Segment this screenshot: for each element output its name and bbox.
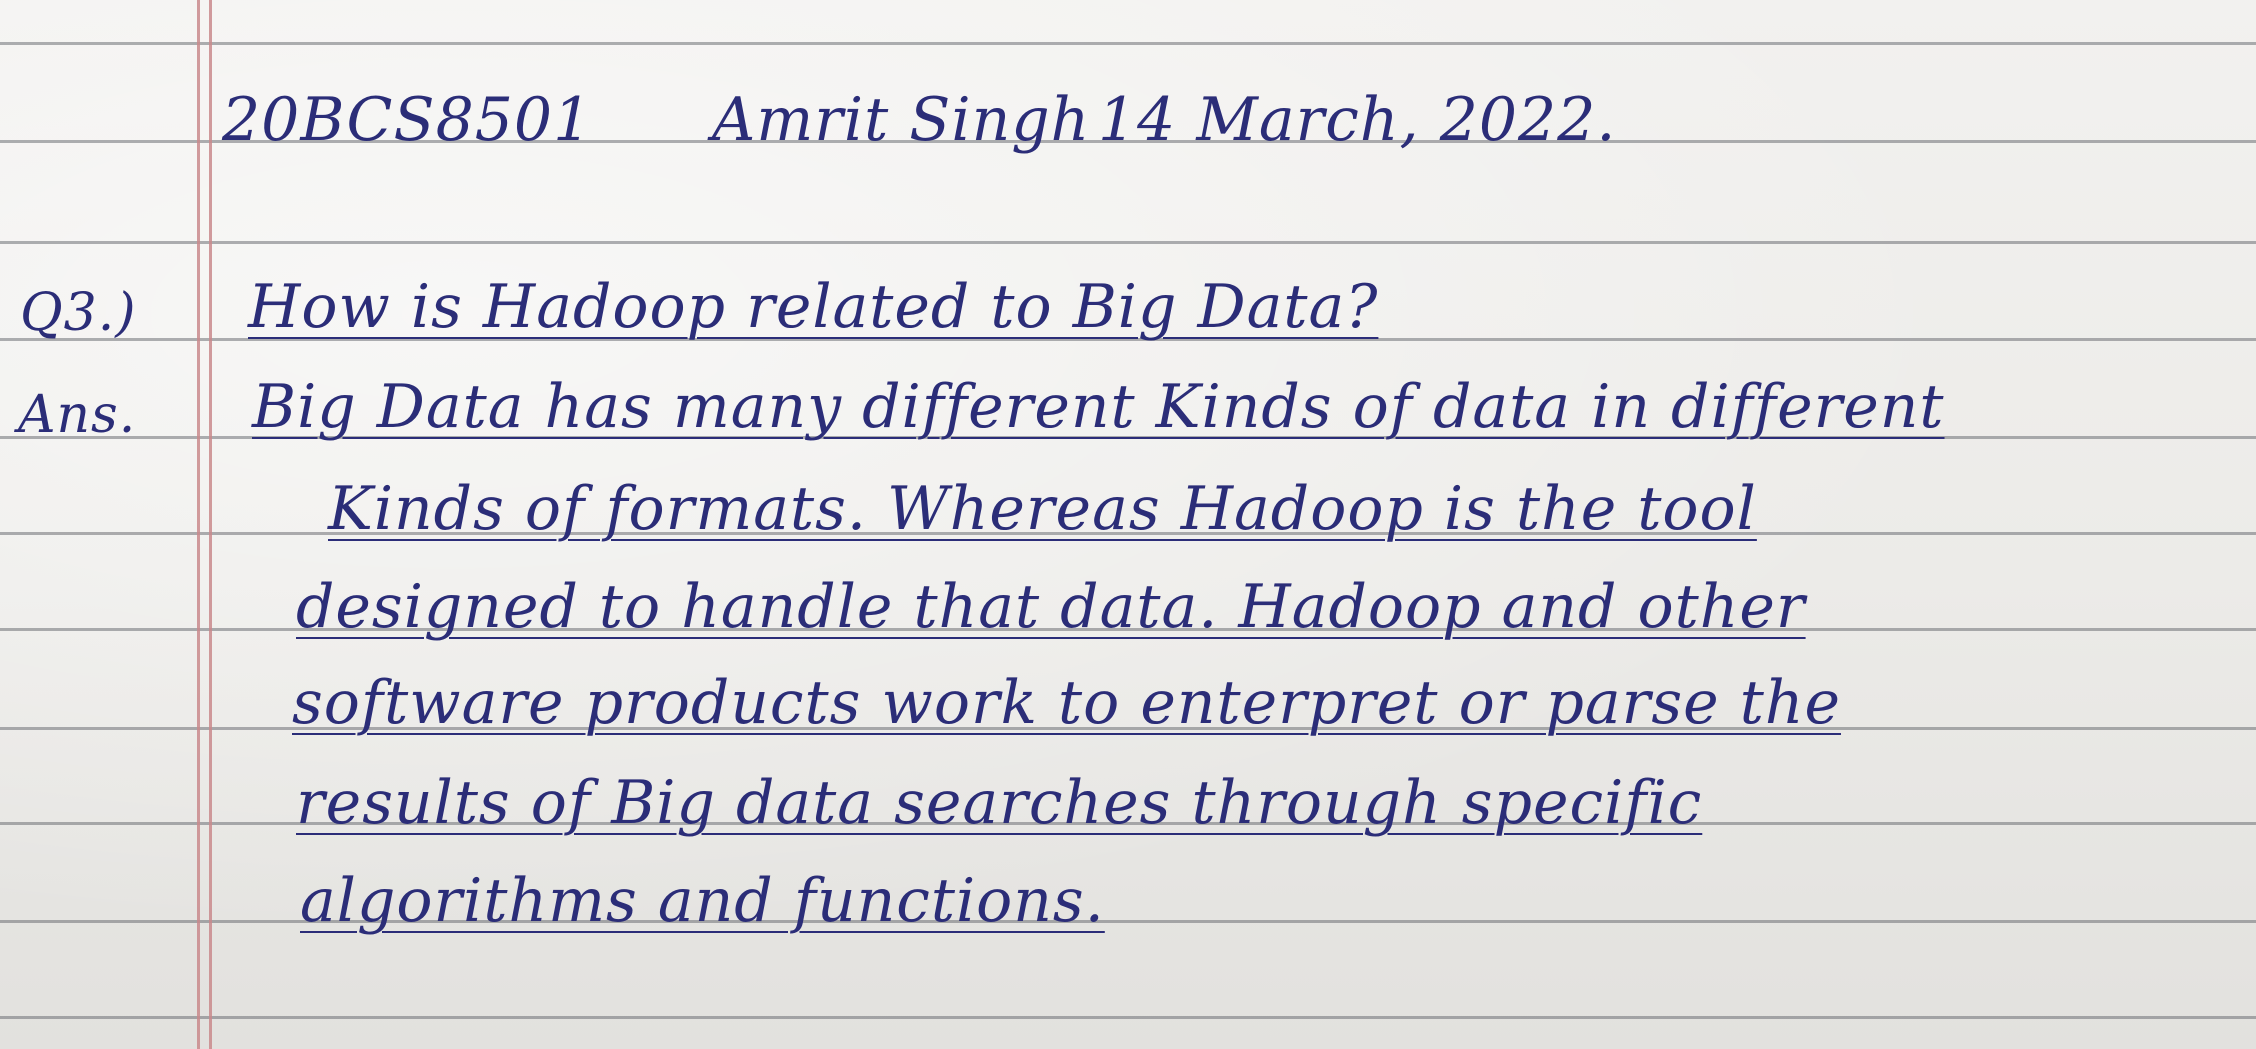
answer-label: Ans. (18, 385, 137, 445)
ruled-line (0, 42, 2256, 45)
student-name: Amrit Singh (712, 85, 1091, 155)
answer-line: results of Big data searches through specific (296, 768, 1703, 838)
date: 14 March, 2022. (1098, 85, 1617, 155)
question-label: Q3.) (20, 283, 137, 343)
margin-line (197, 0, 200, 1049)
answer-line: Big Data has many different Kinds of data in different (252, 372, 1945, 442)
answer-line: designed to handle that data. Hadoop and other (296, 572, 1806, 642)
answer-line: Kinds of formats. Whereas Hadoop is the tool (328, 474, 1757, 544)
answer-line: algorithms and functions. (300, 866, 1105, 936)
ruled-line (0, 241, 2256, 244)
margin-line (209, 0, 212, 1049)
ruled-line (0, 1016, 2256, 1019)
question-text: How is Hadoop related to Big Data? (248, 272, 1379, 342)
answer-line: software products work to enterpret or parse the (292, 668, 1841, 738)
roll-number: 20BCS8501 (222, 85, 593, 155)
